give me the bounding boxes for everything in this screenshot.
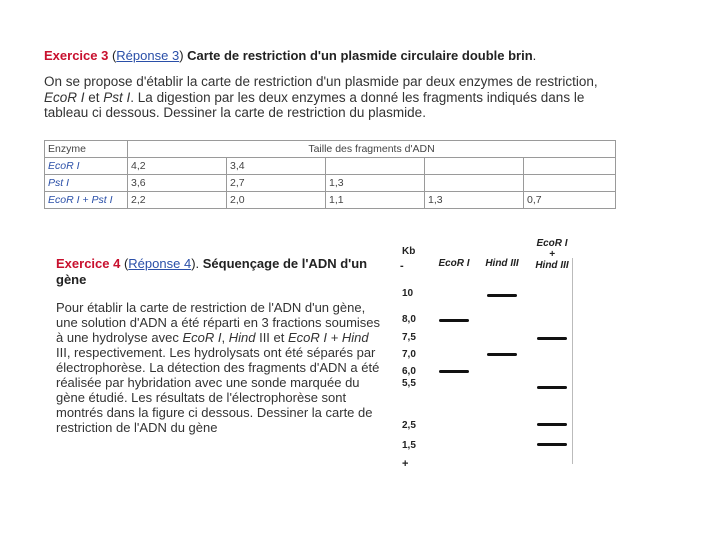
table-cell: 1,1	[326, 192, 425, 209]
table-row	[45, 158, 616, 175]
gel-marker-label: 7,0	[402, 349, 416, 360]
gel-band	[537, 443, 567, 446]
fragment-table	[44, 140, 616, 209]
exercise-3-text: On se propose d'établir la carte de restriction d'un plasmide par deux enzymes de restriction, EcoR I et Pst I. La digestion par les deux enzymes a donné les fragments indiqués dans le tableau ci dessous. Dessiner la carte de restriction du plasmide.	[44, 74, 598, 120]
table-cell	[524, 158, 616, 175]
exercise-4	[56, 256, 386, 435]
exercise-3-heading: Exercice 3 (Réponse 3) Carte de restriction d'un plasmide circulaire double brin.	[44, 48, 537, 63]
gel-band	[537, 423, 567, 426]
table-cell: 0,7	[524, 192, 616, 209]
table-cell	[524, 175, 616, 192]
gel-lane-label: Hind III	[485, 258, 519, 269]
table-header-row	[45, 141, 616, 158]
gel-marker-label: 6,0	[402, 366, 416, 377]
gel-band	[537, 386, 567, 389]
table-row	[45, 175, 616, 192]
exercise-4-text: Pour établir la carte de restriction de l'ADN d'un gène, une solution d'ADN a été réparti en 3 fractions soumises à une hydrolyse avec EcoR I, Hind III et EcoR I + Hind III, respectivement. Les hydrolysats ont été séparés par électrophorèse. La détection des fragments d'ADN a été réalisée par hybridation avec une sonde marquée du gène étudié. Les résultats de l'électrophorèse sont montrés dans la figure ci dessous. Dessiner la carte de restriction de l'ADN du gène	[56, 300, 381, 435]
table-cell: 3,6	[128, 175, 227, 192]
table-cell: 2,0	[227, 192, 326, 209]
row-enzyme: Pst I	[45, 175, 128, 192]
exercise-4-answer-link[interactable]: Réponse 4	[128, 256, 192, 271]
row-enzyme: EcoR I	[45, 158, 128, 175]
gel-marker-label: 7,5	[402, 332, 416, 343]
exercise-4-heading: Exercice 4 (Réponse 4). Séquençage de l'ADN d'un gène	[56, 256, 368, 287]
gel-unit-label: Kb	[402, 246, 416, 257]
gel-lane-label: EcoR I + Hind III	[535, 238, 569, 271]
exercise-3	[44, 48, 624, 121]
table-cell: 4,2	[128, 158, 227, 175]
gel-edge	[572, 258, 573, 464]
exercise-3-answer-link[interactable]: Réponse 3	[116, 48, 180, 63]
table-cell	[425, 158, 524, 175]
exercise-3-label: Exercice 3	[44, 48, 109, 63]
table-cell: 1,3	[326, 175, 425, 192]
exercise-4-label: Exercice 4	[56, 256, 121, 271]
table-row	[45, 192, 616, 209]
gel-marker-label: 10	[402, 288, 414, 299]
table-cell: 1,3	[425, 192, 524, 209]
gel-band	[439, 370, 469, 373]
header-sizes: Taille des fragments d'ADN	[128, 141, 616, 158]
table-cell	[425, 175, 524, 192]
gel-band	[537, 337, 567, 340]
gel-minus-pole: -	[400, 260, 404, 272]
gel-band	[487, 353, 517, 356]
exercise-3-title: Carte de restriction d'un plasmide circulaire double brin	[187, 48, 533, 63]
header-enzyme: Enzyme	[45, 141, 128, 158]
gel-band	[487, 294, 517, 297]
gel-band	[439, 319, 469, 322]
gel-lane-label: EcoR I	[438, 258, 470, 269]
electrophoresis-gel	[396, 236, 596, 476]
table-cell: 2,2	[128, 192, 227, 209]
gel-marker-label: 1,5	[402, 440, 416, 451]
exercise-4-title: Séquençage de l'ADN d'un gène	[56, 256, 368, 287]
table-cell: 3,4	[227, 158, 326, 175]
gel-marker-label: 2,5	[402, 420, 416, 431]
table-cell	[326, 158, 425, 175]
table-cell: 2,7	[227, 175, 326, 192]
gel-marker-label: 8,0	[402, 314, 416, 325]
gel-plus-pole: +	[402, 458, 409, 470]
row-enzyme: EcoR I + Pst I	[45, 192, 128, 209]
gel-marker-label: 5,5	[402, 378, 416, 389]
